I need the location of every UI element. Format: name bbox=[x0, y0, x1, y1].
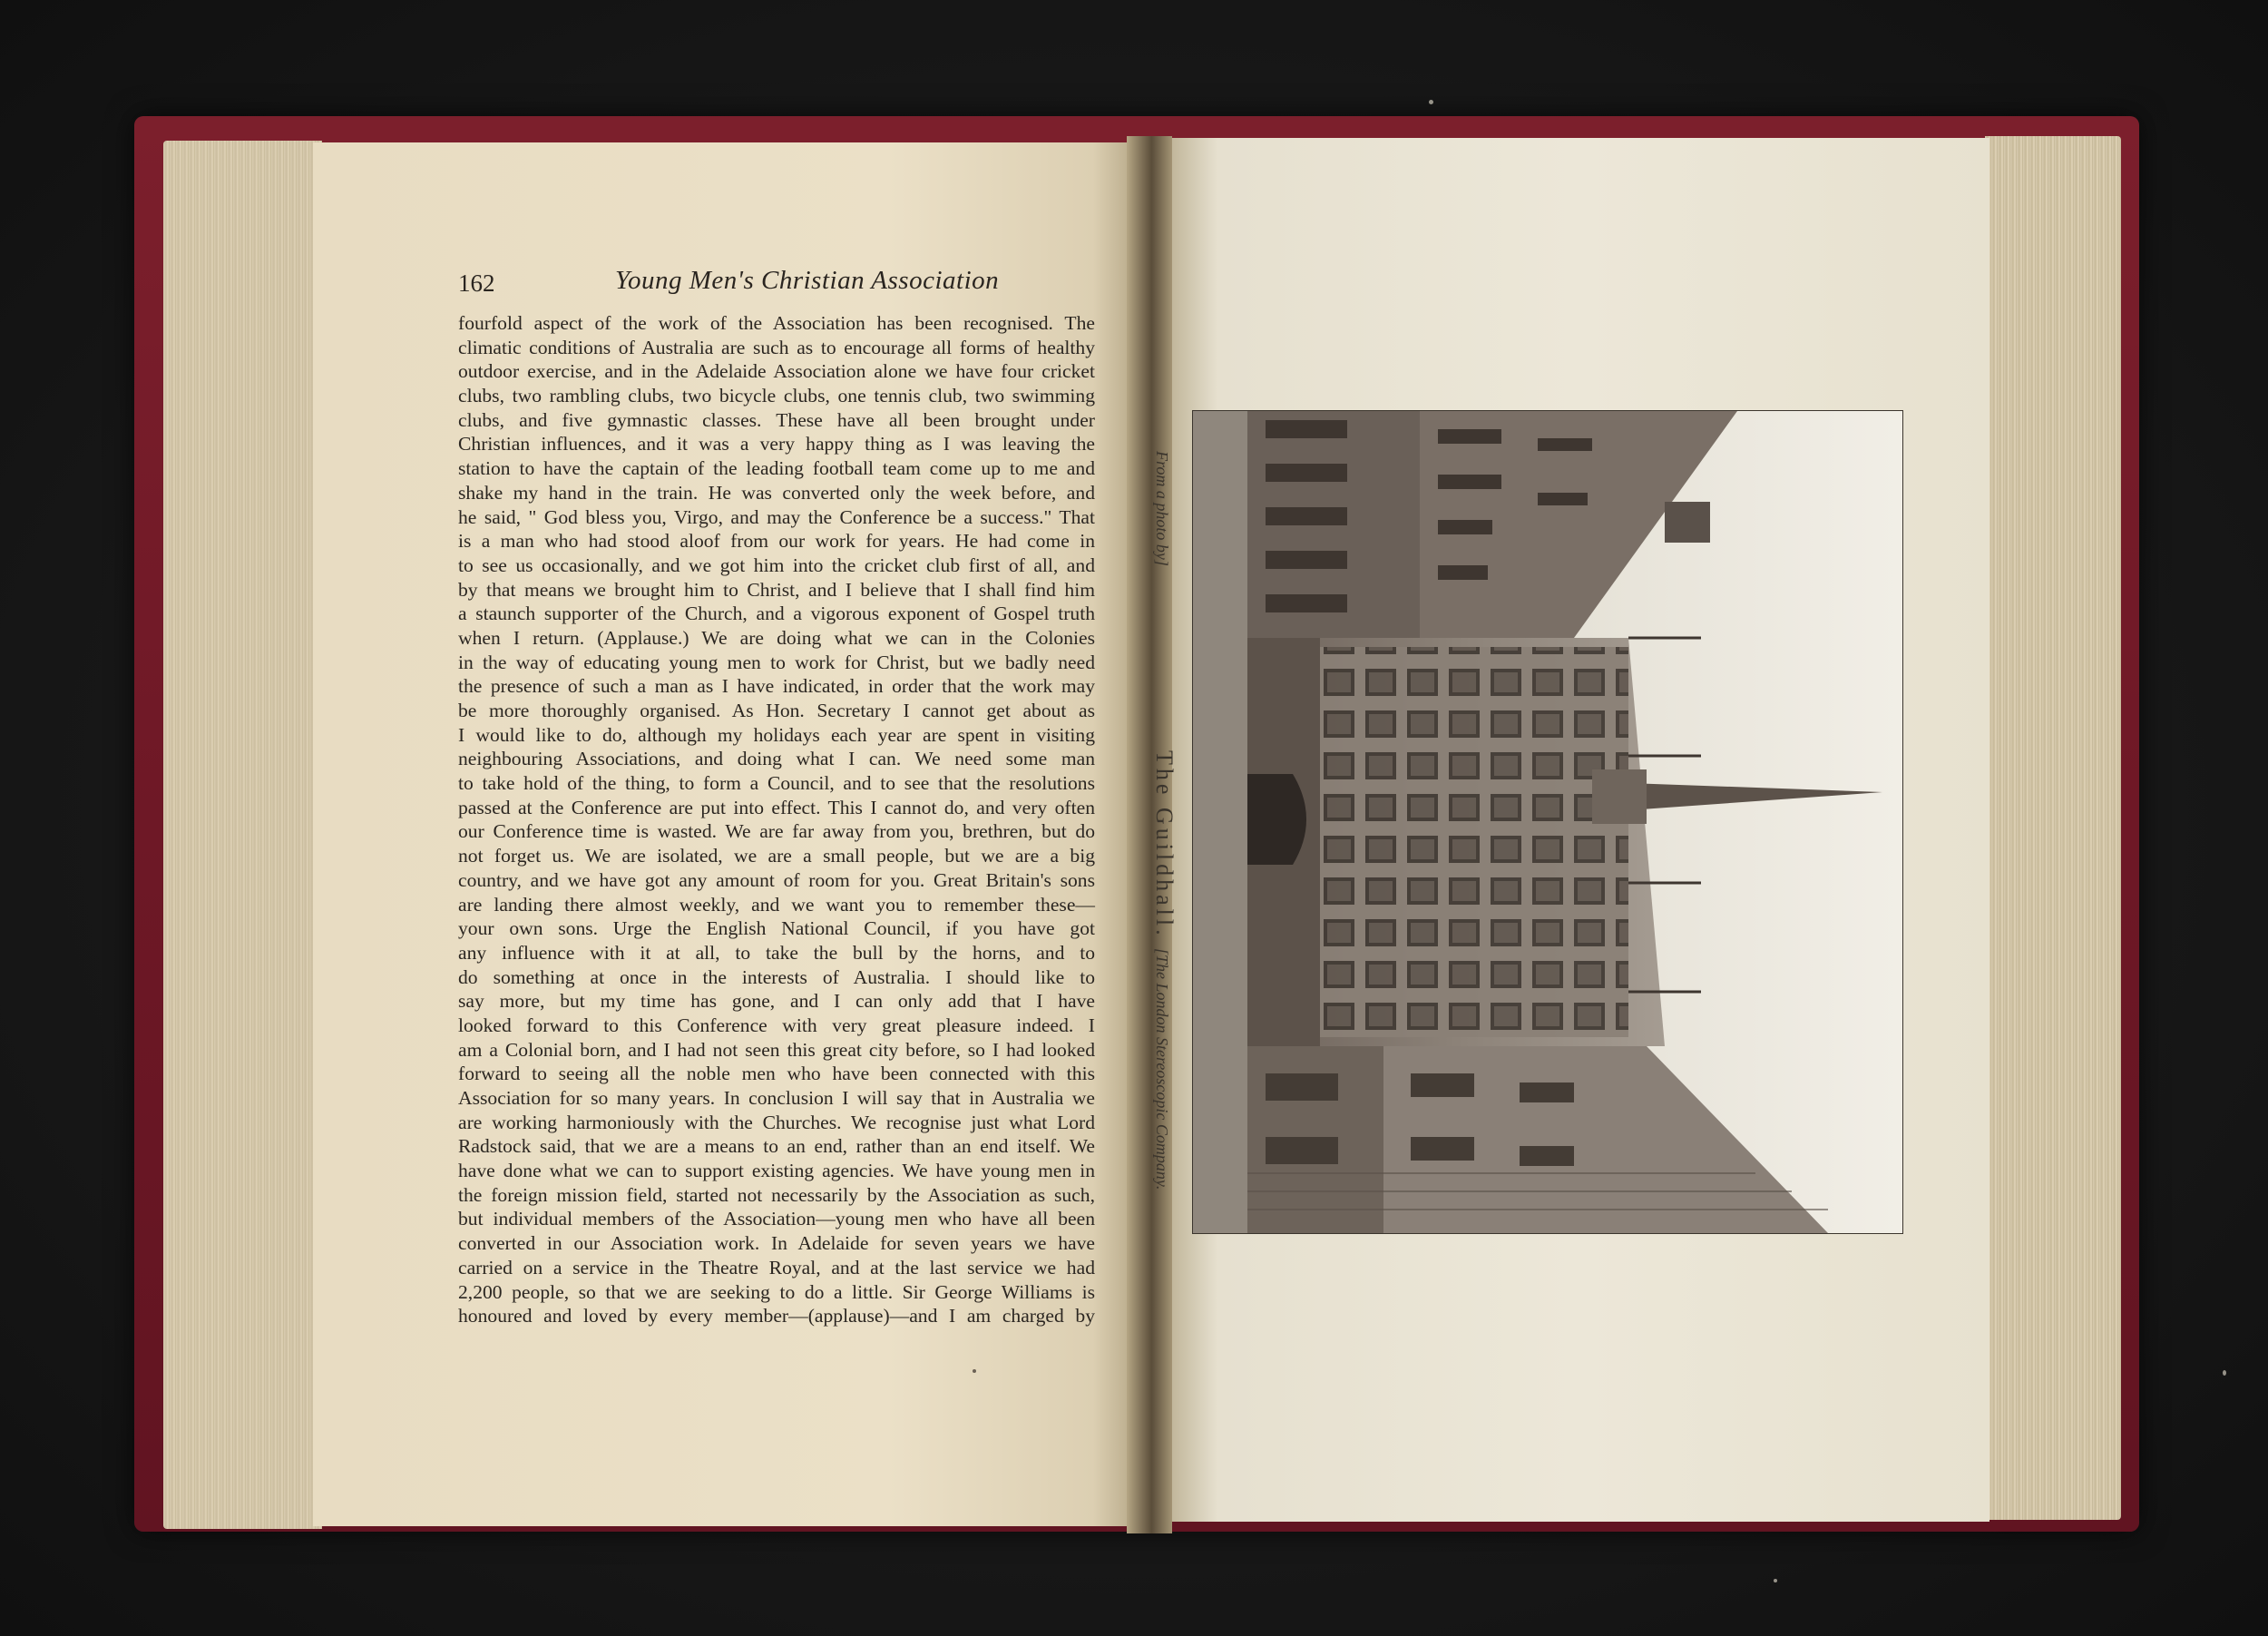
text-line: neighbouring Associations, and doing what I can. We need some man bbox=[458, 748, 1095, 770]
dust-speck bbox=[1774, 1579, 1777, 1582]
text-line: I would like to do, although my holidays each year are spent in visiting bbox=[458, 723, 1095, 746]
text-line: clubs, two rambling clubs, two bicycle clubs, one tennis club, two swimming bbox=[458, 385, 1095, 407]
photo-credit-left: From a photo by] bbox=[1153, 451, 1171, 566]
text-line: country, and we have got any amount of room for you. Great Britain's sons bbox=[458, 868, 1095, 891]
guildhall-photograph bbox=[1192, 410, 1903, 1234]
dust-speck bbox=[2223, 1370, 2226, 1376]
guildhall-illustration bbox=[1193, 411, 1902, 1233]
page-number: 162 bbox=[458, 269, 495, 297]
text-line: is a man who had stood aloof from our work for years. He had come in bbox=[458, 530, 1095, 553]
text-line: but individual members of the Association—young men who have all been bbox=[458, 1208, 1095, 1230]
text-line: outdoor exercise, and in the Adelaide Association alone we have four cricket bbox=[458, 360, 1095, 383]
text-line: say more, but my time has gone, and I can only add that I have bbox=[458, 990, 1095, 1013]
text-line: are landing there almost weekly, and we want you to remember these— bbox=[458, 893, 1095, 916]
text-line: 2,200 people, so that we are seeking to do a little. Sir George Williams is bbox=[458, 1280, 1095, 1303]
text-line: Association for so many years. In conclusion I will say that in Australia we bbox=[458, 1087, 1095, 1109]
text-line: a staunch supporter of the Church, and a vigorous exponent of Gospel truth bbox=[458, 602, 1095, 625]
text-line: shake my hand in the train. He was converted only the week before, and bbox=[458, 481, 1095, 504]
text-line: he said, " God bless you, Virgo, and may the Conference be a success." That bbox=[458, 505, 1095, 528]
text-line: converted in our Association work. In Adelaide for seven years we have bbox=[458, 1232, 1095, 1255]
text-line: Radstock said, that we are a means to an end, rather than an end itself. We bbox=[458, 1135, 1095, 1158]
body-text bbox=[458, 311, 1095, 1328]
ink-mark bbox=[973, 1369, 976, 1373]
text-line: to see us occasionally, and we got him into the cricket club first of all, and bbox=[458, 553, 1095, 576]
text-line: climatic conditions of Australia are such as to encourage all forms of healthy bbox=[458, 336, 1095, 358]
text-line: the presence of such a man as I have indicated, in order that the work may bbox=[458, 675, 1095, 698]
text-line: be more thoroughly organised. As Hon. Secretary I cannot get about as bbox=[458, 700, 1095, 721]
text-line: by that means we brought him to Christ, and I believe that I shall find him bbox=[458, 578, 1095, 601]
text-line: our Conference time is wasted. We are far away from you, brethren, but do bbox=[458, 820, 1095, 843]
text-line: Christian influences, and it was a very happy thing as I was leaving the bbox=[458, 433, 1095, 456]
text-line: passed at the Conference are put into effect. This I cannot do, and very often bbox=[458, 796, 1095, 818]
dust-speck bbox=[1429, 100, 1433, 104]
text-line: when I return. (Applause.) We are doing what we can in the Colonies bbox=[458, 626, 1095, 649]
photo-credit-right: [The London Stereoscopic Company. bbox=[1153, 948, 1171, 1190]
text-line: in the way of educating young men to work for Christ, but we badly need bbox=[458, 651, 1095, 673]
text-line: forward to seeing all the noble men who have been connected with this bbox=[458, 1063, 1095, 1085]
text-line: not forget us. We are isolated, we are a small people, but we are a big bbox=[458, 845, 1095, 867]
text-line: have done what we can to support existing agencies. We have young men in bbox=[458, 1160, 1095, 1182]
text-line: station to have the captain of the leading football team come up to me and bbox=[458, 457, 1095, 480]
text-line: do something at once in the interests of Australia. I should like to bbox=[458, 965, 1095, 988]
text-line: are working harmoniously with the Churches. We recognise just what Lord bbox=[458, 1111, 1095, 1133]
text-line: fourfold aspect of the work of the Association has been recognised. The bbox=[458, 312, 1095, 334]
plate-title: The Guildhall. bbox=[1151, 750, 1178, 939]
text-line: any influence with it at all, to take the bull by the horns, and to bbox=[458, 941, 1095, 964]
text-line: your own sons. Urge the English National Council, if you have got bbox=[458, 917, 1095, 940]
running-title: Young Men's Christian Association bbox=[615, 266, 1000, 295]
text-line: to take hold of the thing, to form a Council, and to see that the resolutions bbox=[458, 772, 1095, 795]
text-line: honoured and loved by every member—(applause)—and I am charged by bbox=[458, 1305, 1095, 1327]
text-line: looked forward to this Conference with very great pleasure indeed. I bbox=[458, 1014, 1095, 1036]
page-block-left bbox=[163, 141, 322, 1529]
text-line: am a Colonial born, and I had not seen this great city before, so I had looked bbox=[458, 1038, 1095, 1061]
text-line: clubs, and five gymnastic classes. These have all been brought under bbox=[458, 408, 1095, 431]
page-block-right bbox=[1985, 136, 2121, 1520]
text-line: carried on a service in the Theatre Royal, and at the last service we had bbox=[458, 1256, 1095, 1278]
text-line: the foreign mission field, started not necessarily by the Association as such, bbox=[458, 1183, 1095, 1206]
